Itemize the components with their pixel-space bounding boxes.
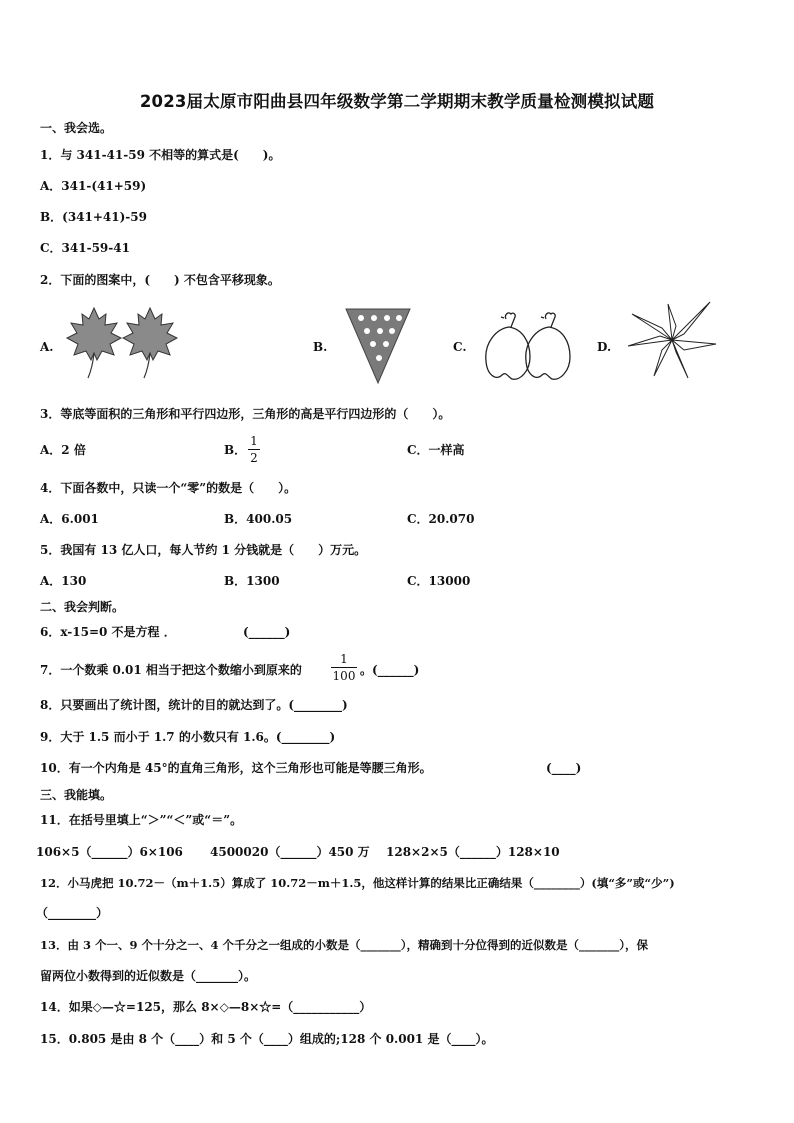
q2-option-d: D. <box>597 340 612 354</box>
question-8: 8．只要画出了统计图，统计的目的就达到了。(________) <box>40 698 348 712</box>
q10-answer-blank[interactable]: (____) <box>546 761 582 775</box>
heart-bird-icon <box>526 313 570 379</box>
question-6: 6．x-15=0 不是方程 ． <box>40 625 176 639</box>
question-11: 11．在括号里填上“＞”“＜”或“＝”。 <box>40 813 243 827</box>
question-13: 13．由 3 个一、9 个十分之一、4 个千分之一组成的小数是（_______），精确到十分位得到的近似数是（_______），保 <box>40 938 649 952</box>
fraction-denominator: 100 <box>332 669 356 683</box>
question-7: 7．一个数乘 0.01 相当于把这个数缩小到原来的 <box>40 663 302 677</box>
maple-leaves-figure <box>64 305 182 380</box>
q7-fraction <box>331 652 357 683</box>
fraction-bar <box>248 449 260 450</box>
q5-option-b: B．1300 <box>224 574 280 588</box>
pinwheel-icon <box>628 302 716 378</box>
question-2: 2．下面的图案中，( ) 不包含平移现象。 <box>40 273 280 287</box>
section-heading-choice: 一、我会选。 <box>40 121 113 135</box>
q4-option-c: C．20.070 <box>407 512 475 526</box>
q4-option-b: B．400.05 <box>224 512 293 526</box>
q1-option-a: A．341-(41+59) <box>40 179 147 193</box>
flower-triangle-figure <box>344 307 412 385</box>
fraction-bar <box>331 667 357 668</box>
q2-option-a: A. <box>40 340 54 354</box>
q3-option-b: B． <box>224 443 247 457</box>
page-title: 2023届太原市阳曲县四年级数学第二学期期末教学质量检测模拟试题 <box>139 92 655 111</box>
q11-part-3: 128×2×5（______）128×10 <box>386 845 560 859</box>
q12-answer-blank[interactable]: （________） <box>36 906 109 920</box>
question-10: 10．有一个内角是 45°的直角三角形，这个三角形也可能是等腰三角形。 <box>40 761 432 775</box>
fraction-numerator: 1 <box>250 434 258 448</box>
question-9: 9．大于 1.5 而小于 1.7 的小数只有 1.6。(________) <box>40 730 336 744</box>
fraction-numerator: 1 <box>340 652 348 666</box>
maple-leaf-icon <box>123 308 177 378</box>
heart-bird-icon <box>486 313 530 379</box>
q6-answer-blank[interactable]: (______) <box>243 625 291 639</box>
q3-option-c: C．一样高 <box>407 443 465 457</box>
bird-hearts-figure <box>482 305 582 385</box>
question-12: 12．小马虎把 10.72－（m＋1.5）算成了 10.72－m＋1.5，他这样计算的结果比正确结果（________）(填“多”或“少”) <box>40 876 675 890</box>
q2-option-c: C. <box>453 340 467 354</box>
question-4: 4．下面各数中，只读一个“零”的数是（ ）。 <box>40 481 297 495</box>
question-15: 15．0.805 是由 8 个（____）和 5 个（____）组成的;128 个 0.001 是（____）。 <box>40 1032 494 1046</box>
q4-option-a: A．6.001 <box>40 512 99 526</box>
q1-option-b: B．(341+41)-59 <box>40 210 147 224</box>
question-5: 5．我国有 13 亿人口，每人节约 1 分钱就是（ ）万元。 <box>40 543 367 557</box>
question-1: 1．与 341-41-59 不相等的算式是( )。 <box>40 148 281 162</box>
maple-leaf-icon <box>67 308 121 378</box>
question-14: 14．如果◇—☆=125，那么 8×◇—8×☆=（___________） <box>40 1000 372 1014</box>
q11-part-1: 106×5（______）6×106 <box>36 845 183 859</box>
question-13-continued: 留两位小数得到的近似数是（_______）。 <box>40 969 257 983</box>
section-heading-judge: 二、我会判断。 <box>40 600 125 614</box>
question-3: 3．等底等面积的三角形和平行四边形，三角形的高是平行四边形的（ ）。 <box>40 407 451 421</box>
pinwheel-figure <box>626 300 718 380</box>
q5-option-c: C．13000 <box>407 574 471 588</box>
q2-option-b: B. <box>313 340 328 354</box>
q3-option-b-fraction <box>248 434 260 465</box>
section-heading-fill: 三、我能填。 <box>40 788 113 802</box>
q5-option-a: A．130 <box>40 574 87 588</box>
q11-part-2: 4500020（______）450 万 <box>210 845 370 859</box>
q7-answer-blank[interactable]: 。(______) <box>360 663 420 677</box>
fraction-denominator: 2 <box>250 451 258 465</box>
q3-option-a: A．2 倍 <box>40 443 86 457</box>
q1-option-c: C．341-59-41 <box>40 241 130 255</box>
